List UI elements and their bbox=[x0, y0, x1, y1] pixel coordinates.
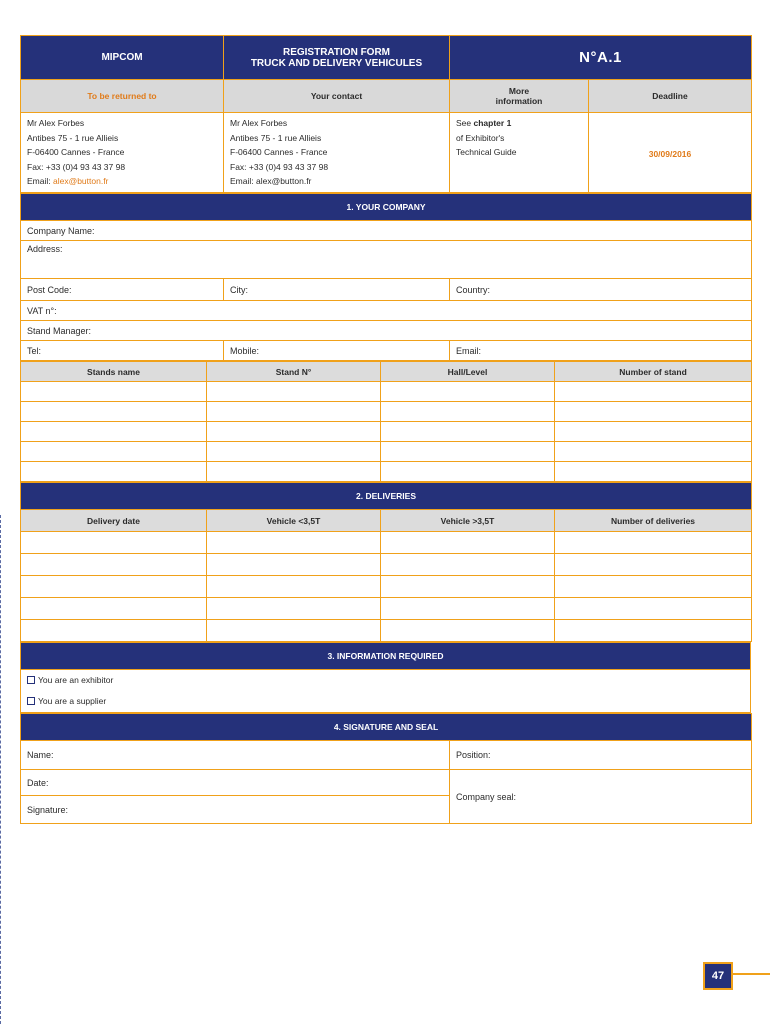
chapter-ref: chapter 1 bbox=[473, 118, 512, 128]
table-row bbox=[21, 402, 752, 422]
delivery-cell[interactable] bbox=[207, 554, 381, 576]
form-title bbox=[224, 36, 450, 80]
delivery-cell[interactable] bbox=[381, 532, 555, 554]
email-label: Email: bbox=[27, 176, 53, 186]
section2-title: 2. DELIVERIES bbox=[21, 483, 752, 510]
return-to-label: To be returned to bbox=[21, 80, 224, 113]
col-stands-name: Stands name bbox=[21, 362, 207, 382]
stand-cell[interactable] bbox=[21, 422, 207, 442]
table-row bbox=[21, 532, 752, 554]
stand-cell[interactable] bbox=[555, 422, 752, 442]
country-field[interactable]: Country: bbox=[450, 279, 752, 301]
stand-cell[interactable] bbox=[555, 402, 752, 422]
stand-manager-field[interactable]: Stand Manager: bbox=[21, 321, 752, 341]
more-info-line2-text: of Exhibitor's bbox=[456, 132, 505, 143]
delivery-cell[interactable] bbox=[21, 532, 207, 554]
delivery-cell[interactable] bbox=[207, 532, 381, 554]
more-info-block bbox=[450, 113, 589, 193]
position-field[interactable]: Position: bbox=[450, 741, 752, 770]
your-contact-label: Your contact bbox=[224, 80, 450, 113]
mobile-field[interactable]: Mobile: bbox=[224, 341, 450, 361]
section-your-company bbox=[20, 193, 752, 361]
post-code-field[interactable]: Post Code: bbox=[21, 279, 224, 301]
exhibitor-label: You are an exhibitor bbox=[38, 675, 114, 685]
stand-cell[interactable] bbox=[207, 462, 381, 482]
stand-cell[interactable] bbox=[381, 382, 555, 402]
form-title-line2: TRUCK AND DELIVERY VEHICULES bbox=[250, 57, 423, 69]
stand-cell[interactable] bbox=[21, 442, 207, 462]
see-text: See bbox=[456, 118, 474, 128]
col-stand-number: Stand N° bbox=[207, 362, 381, 382]
stand-cell[interactable] bbox=[207, 402, 381, 422]
col-vehicle-under: Vehicle <3,5T bbox=[207, 510, 381, 532]
stand-cell[interactable] bbox=[207, 422, 381, 442]
delivery-cell[interactable] bbox=[555, 576, 752, 598]
email-field[interactable]: Email: bbox=[450, 341, 752, 361]
section-information-required bbox=[20, 642, 751, 713]
signature-field[interactable]: Signature: bbox=[21, 796, 450, 824]
address-field[interactable]: Address: bbox=[21, 241, 752, 279]
org-name: MIPCOM bbox=[21, 36, 224, 80]
delivery-cell[interactable] bbox=[21, 620, 207, 642]
supplier-option[interactable] bbox=[27, 691, 744, 712]
delivery-cell[interactable] bbox=[381, 576, 555, 598]
supplier-checkbox[interactable] bbox=[27, 697, 35, 705]
registration-form bbox=[20, 35, 751, 824]
delivery-cell[interactable] bbox=[207, 620, 381, 642]
stand-cell[interactable] bbox=[21, 382, 207, 402]
delivery-cell[interactable] bbox=[555, 598, 752, 620]
delivery-cell[interactable] bbox=[21, 576, 207, 598]
more-info-line2: information bbox=[495, 96, 543, 106]
stand-cell[interactable] bbox=[21, 402, 207, 422]
form-number: N°A.1 bbox=[450, 36, 752, 80]
deadline-label: Deadline bbox=[589, 80, 752, 113]
delivery-cell[interactable] bbox=[381, 620, 555, 642]
company-name-field[interactable]: Company Name: bbox=[21, 221, 752, 241]
section-signature bbox=[20, 713, 752, 824]
col-vehicle-over: Vehicle >3,5T bbox=[381, 510, 555, 532]
return-contact-name: Mr Alex Forbes bbox=[27, 118, 85, 128]
page-number: 47 bbox=[703, 962, 733, 990]
return-contact-email bbox=[27, 174, 217, 189]
stand-cell[interactable] bbox=[21, 462, 207, 482]
tel-field[interactable]: Tel: bbox=[21, 341, 224, 361]
table-row bbox=[21, 576, 752, 598]
your-contact-address2: F-06400 Cannes - France bbox=[230, 147, 328, 157]
your-contact-address1: Antibes 75 - 1 rue Allieis bbox=[230, 132, 322, 143]
return-contact-fax: Fax: +33 (0)4 93 43 37 98 bbox=[27, 161, 126, 172]
stand-cell[interactable] bbox=[555, 442, 752, 462]
more-info-line3-text: Technical Guide bbox=[456, 147, 517, 157]
exhibitor-option[interactable] bbox=[27, 670, 744, 691]
col-number-of-deliveries: Number of deliveries bbox=[555, 510, 752, 532]
col-hall-level: Hall/Level bbox=[381, 362, 555, 382]
return-contact-address1: Antibes 75 - 1 rue Allieis bbox=[27, 132, 119, 143]
delivery-cell[interactable] bbox=[381, 554, 555, 576]
stand-cell[interactable] bbox=[381, 462, 555, 482]
your-contact-email: Email: alex@button.fr bbox=[230, 176, 312, 186]
section3-title: 3. INFORMATION REQUIRED bbox=[21, 643, 751, 670]
exhibitor-checkbox[interactable] bbox=[27, 676, 35, 684]
section-deliveries bbox=[20, 482, 752, 642]
more-info-label bbox=[450, 80, 589, 113]
stand-cell[interactable] bbox=[555, 462, 752, 482]
more-info-see bbox=[456, 116, 582, 131]
delivery-cell[interactable] bbox=[207, 598, 381, 620]
your-contact-name: Mr Alex Forbes bbox=[230, 118, 288, 128]
table-row bbox=[21, 442, 752, 462]
table-row bbox=[21, 598, 752, 620]
section1-title: 1. YOUR COMPANY bbox=[21, 194, 752, 221]
date-field[interactable]: Date: bbox=[21, 770, 450, 796]
stand-cell[interactable] bbox=[555, 382, 752, 402]
form-header bbox=[20, 35, 752, 193]
return-contact-address2: F-06400 Cannes - France bbox=[27, 147, 125, 157]
stand-cell[interactable] bbox=[207, 382, 381, 402]
delivery-cell[interactable] bbox=[21, 598, 207, 620]
city-field[interactable]: City: bbox=[224, 279, 450, 301]
your-contact-fax: Fax: +33 (0)4 93 43 37 98 bbox=[230, 161, 329, 172]
delivery-cell[interactable] bbox=[555, 620, 752, 642]
table-row bbox=[21, 554, 752, 576]
email-link[interactable]: alex@button.fr bbox=[52, 176, 109, 186]
stand-cell[interactable] bbox=[207, 442, 381, 462]
company-seal-field[interactable]: Company seal: bbox=[450, 770, 752, 824]
stand-cell[interactable] bbox=[381, 422, 555, 442]
stand-cell[interactable] bbox=[381, 442, 555, 462]
section4-title: 4. SIGNATURE AND SEAL bbox=[21, 714, 752, 741]
col-number-of-stand: Number of stand bbox=[555, 362, 752, 382]
page-number-rule bbox=[733, 973, 770, 975]
stand-cell[interactable] bbox=[381, 402, 555, 422]
more-info-line1: More bbox=[508, 86, 530, 96]
return-contact-block bbox=[21, 113, 224, 193]
delivery-cell[interactable] bbox=[21, 554, 207, 576]
table-row bbox=[21, 422, 752, 442]
table-row bbox=[21, 382, 752, 402]
left-margin-dashed-line bbox=[0, 515, 1, 1024]
your-contact-block bbox=[224, 113, 450, 193]
stands-table bbox=[20, 361, 752, 482]
info-options bbox=[21, 670, 751, 713]
delivery-cell[interactable] bbox=[207, 576, 381, 598]
delivery-cell[interactable] bbox=[555, 532, 752, 554]
form-title-line1: REGISTRATION FORM bbox=[282, 46, 391, 58]
name-field[interactable]: Name: bbox=[21, 741, 450, 770]
table-row bbox=[21, 620, 752, 642]
col-delivery-date: Delivery date bbox=[21, 510, 207, 532]
delivery-cell[interactable] bbox=[381, 598, 555, 620]
deadline-date: 30/09/2016 bbox=[589, 113, 752, 193]
delivery-cell[interactable] bbox=[555, 554, 752, 576]
supplier-label: You are a supplier bbox=[38, 696, 107, 706]
vat-field[interactable]: VAT n°: bbox=[21, 301, 752, 321]
table-row bbox=[21, 462, 752, 482]
